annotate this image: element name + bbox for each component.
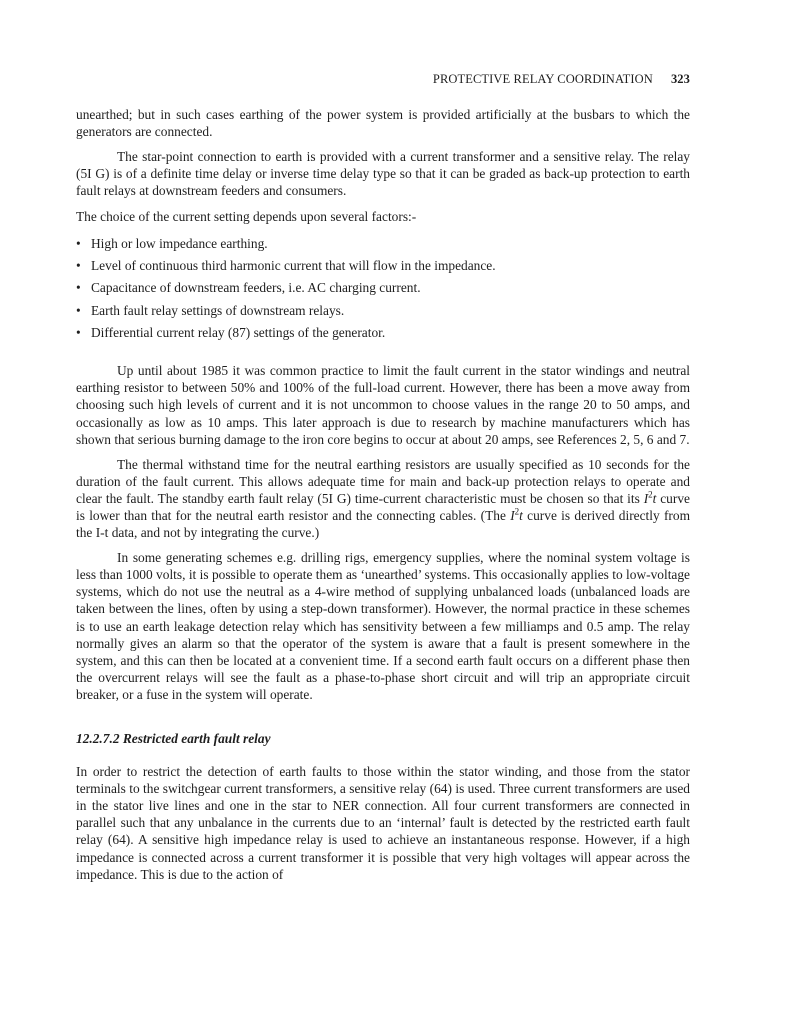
running-header	[433, 72, 690, 87]
paragraph-restricted-earth-fault: In order to restrict the detection of earth faults to those within the stator winding, and those from the stator terminals to the switchgear current transformers, a sensitive relay (64) is used. Three current transformers are used in the stator live lines and one in the star to NER connection. All four current transformers are connected in parallel such that any unbalance in the currents due to an ‘internal’ fault is detected by the restricted earth fault relay (64). A sensitive high impedance relay is used to achieve an instantaneous response. However, if a high impedance is connected across a current transformer it is possible that very high voltages will appear across the impedance. This is due to the action of	[76, 764, 690, 882]
list-item: • Differential current relay (87) settings of the generator.	[76, 325, 386, 341]
list-item: • Capacitance of downstream feeders, i.e. AC charging current.	[76, 280, 421, 296]
i2t-formula: $I^2t$	[643, 489, 657, 506]
page-number: 323	[670, 72, 690, 86]
list-item: • High or low impedance earthing.	[76, 235, 268, 251]
i2t-formula: $I^2t$	[510, 506, 523, 523]
bullet-icon: •	[76, 235, 81, 251]
bullet-icon: •	[76, 280, 81, 296]
bullet-icon: •	[76, 302, 81, 318]
paragraph-current-setting-intro: The choice of the current setting depends upon several factors:-	[76, 209, 417, 225]
list-item: • Level of continuous third harmonic current that will flow in the impedance.	[76, 257, 496, 273]
page-body	[76, 106, 690, 883]
paragraph-star-point: The star-point connection to earth is provided with a current transformer and a sensitive relay. The relay (5I G) is of a definite time delay or inverse time delay type so that it can be graded as back-up protection to earth fault relays at downstream feeders and consumers.	[76, 149, 690, 199]
paragraph-unearthed-systems: In some generating schemes e.g. drilling rigs, emergency supplies, where the nominal system voltage is less than 1000 volts, it is possible to operate them as ‘unearthed’ systems. This occasionally applies to low-voltage systems, which do not use the neutral as a 4-wire method of supplying unbalanced loads (unbalanced loads are taken between the lines, often by using a step-down transformer). However, the normal practice in these schemes is to use an earth leakage detection relay which has sensitivity between a few milliamps and 0.5 amp. The relay normally gives an alarm so that the operator of the system is aware that a fault is present somewhere in the system, and this can then be located at a convenient time. If a second earth fault occurs on a different phase then the overcurrent relays will see the fault as a phase-to-phase short circuit and will trip an appropriate circuit breaker, or a fuse in the system will operate.	[76, 550, 690, 702]
running-title: PROTECTIVE RELAY COORDINATION	[432, 72, 653, 86]
bullet-icon: •	[76, 257, 81, 273]
list-item: • Earth fault relay settings of downstream relays.	[76, 302, 345, 318]
section-heading: 12.2.7.2 Restricted earth fault relay	[76, 731, 271, 746]
paragraph-fault-current-history: Up until about 1985 it was common practice to limit the fault current in the stator windings and neutral earthing resistor to between 50% and 100% of the full-load current. However, there has been a move away from choosing such high levels of current and it is not uncommon to choose values in the range 20 to 50 amps, and occasionally as low as 10 amps. This later approach is due to research by machine manufacturers which has shown that serious burning damage to the iron core begins to occur at about 20 amps, see References 2, 5, 6 and 7.	[76, 363, 690, 447]
bullet-icon: •	[76, 325, 81, 341]
paragraph-continuation: unearthed; but in such cases earthing of the power system is provided artificially at the busbars to which the generators are connected.	[76, 107, 690, 140]
paragraph-thermal-withstand: The thermal withstand time for the neutral earthing resistors are usually specified as 10 seconds for the duration of the fault current. This allows adequate time for main and back-up protection relays to operate and clear the fault. The standby earth fault relay (5I G) time-current characteristic must be chosen so that its $I^2t$ curve is lower than that for the neutral earth resistor and the connecting cables. (The $I^2t$ curve is derived directly from the I-t data, and not by integrating the curve.)	[76, 456, 690, 541]
factors-list	[76, 235, 690, 342]
